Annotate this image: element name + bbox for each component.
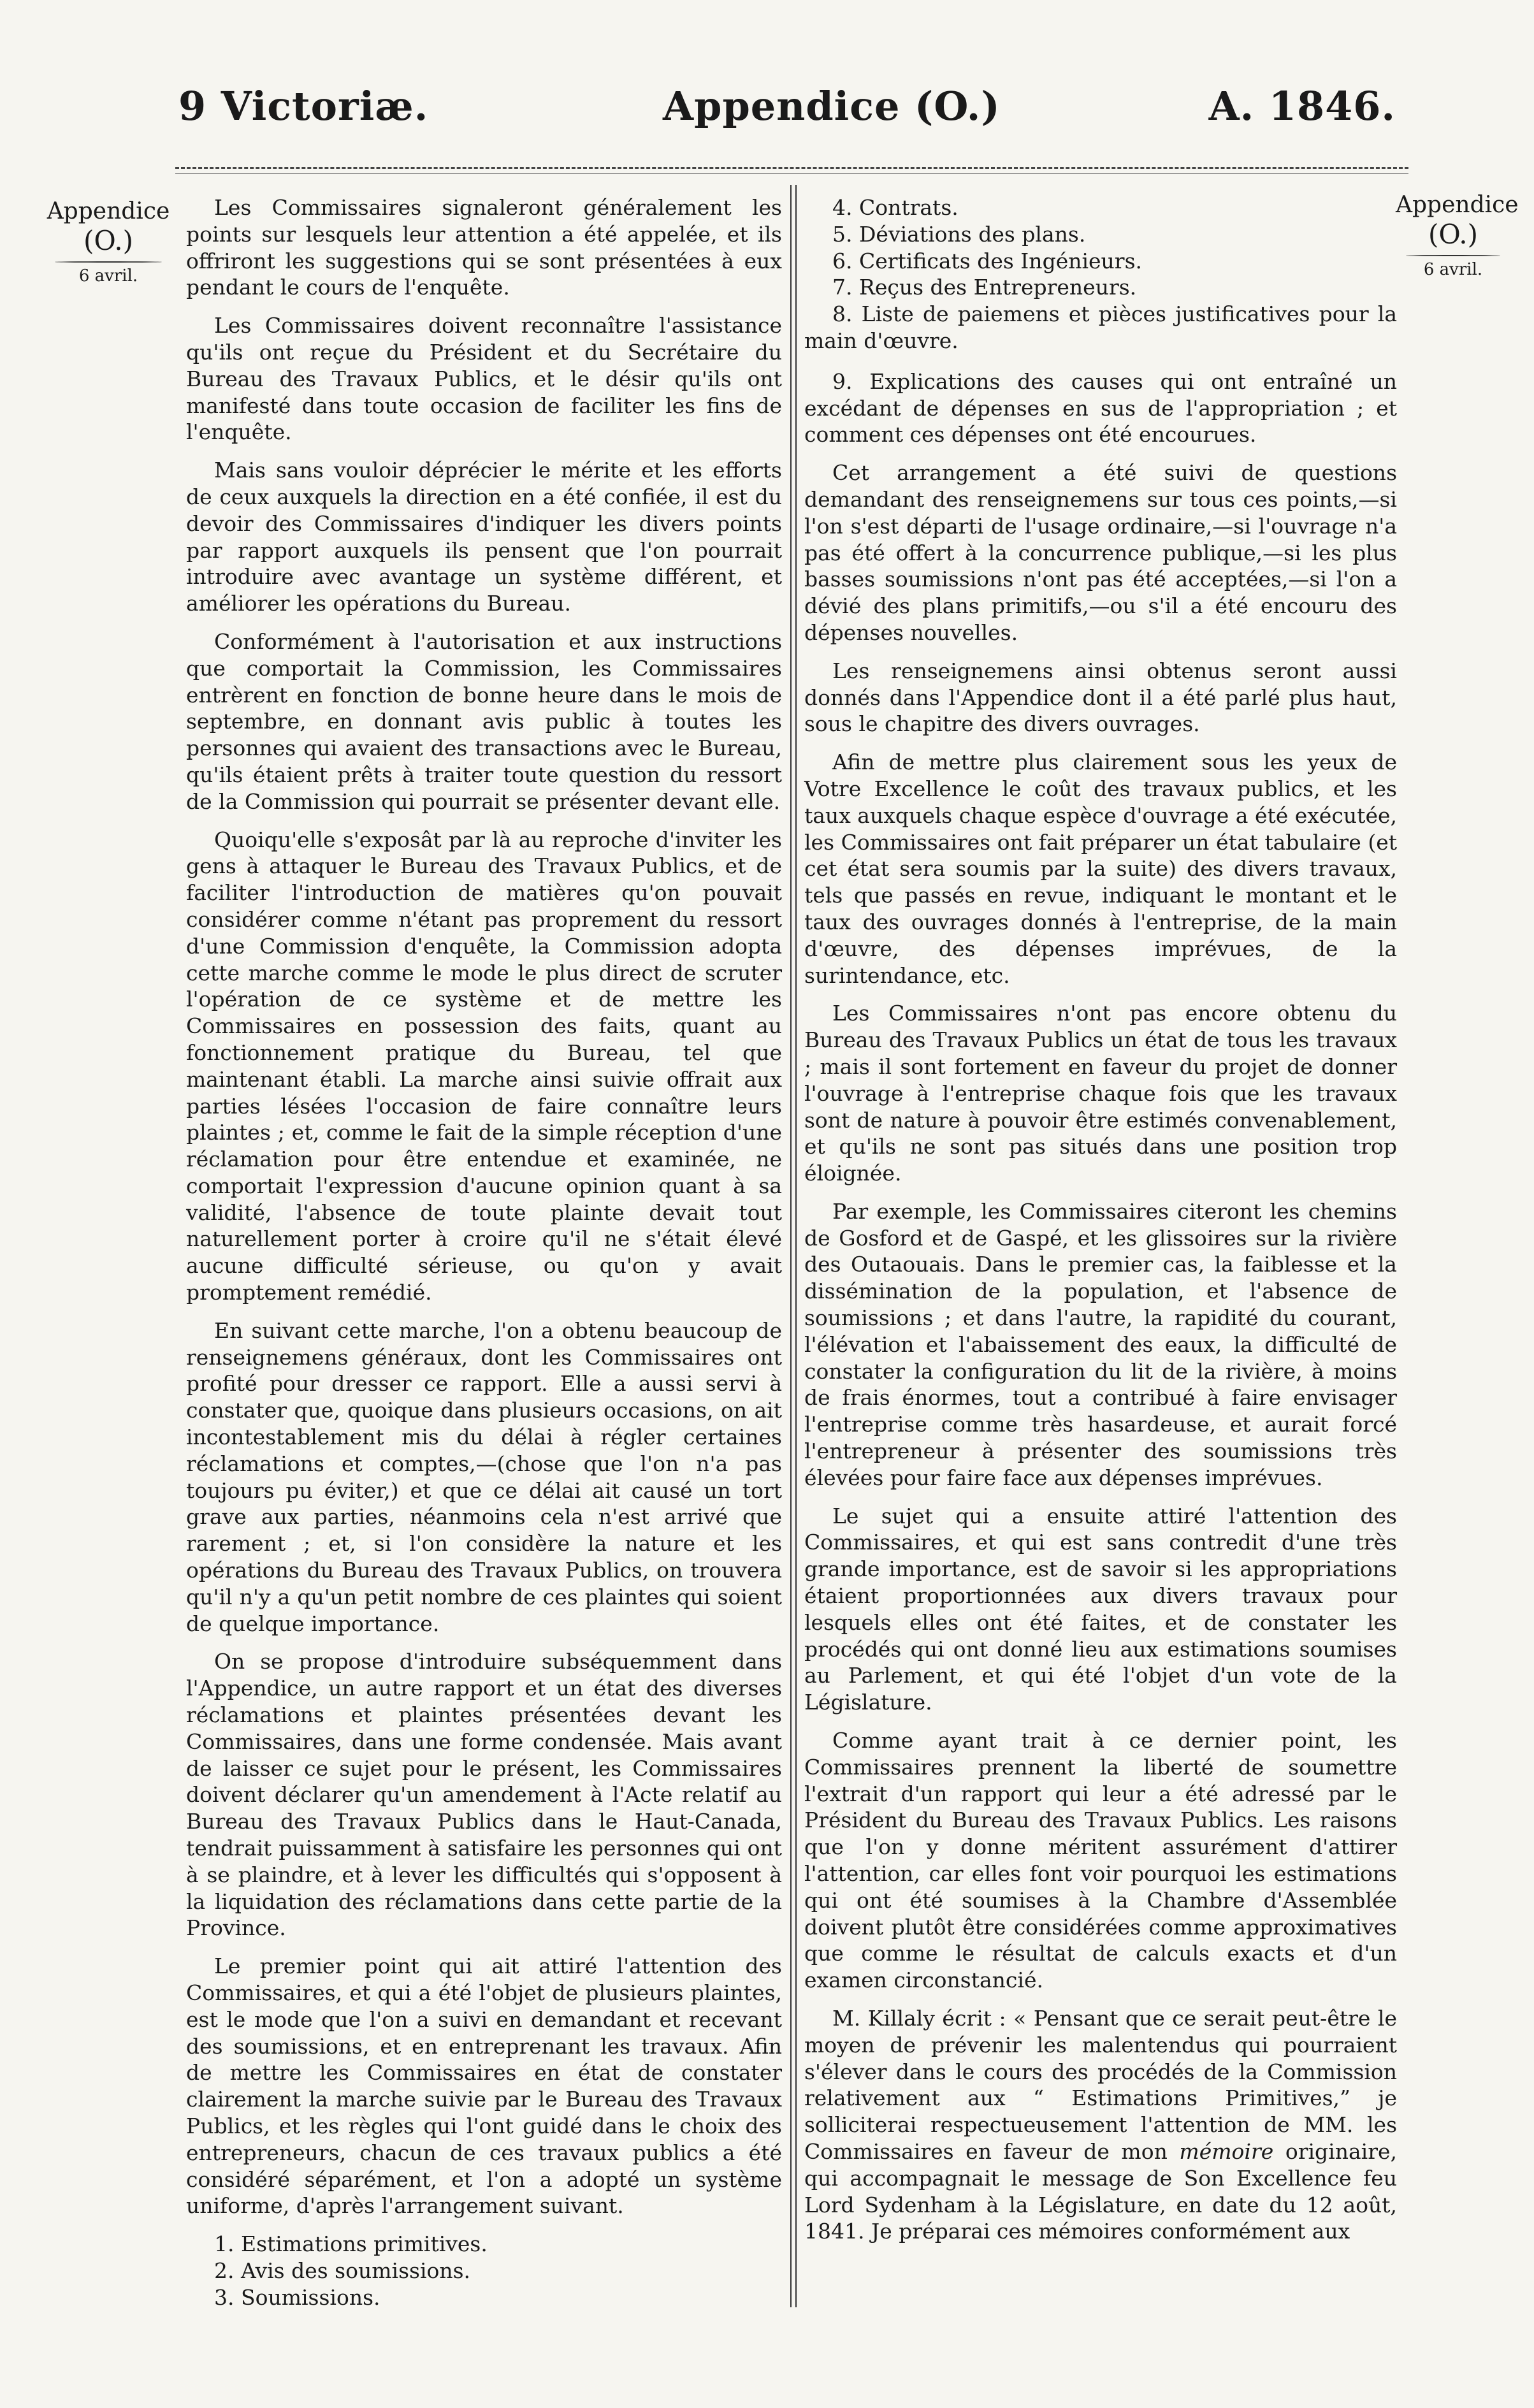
margin-note-rule [1406,255,1500,256]
quote-text-end: originaire, qui accompagnait le message de Son Excellence feu Lord Sydenham à la Législature, en date du 12 août, 1841. Je préparai ces mémoires conformément aux [804,2138,1397,2244]
paragraph: Les Commissaires doivent reconnaître l'assistance qu'ils ont reçue du Président et du Secrétaire du Bureau des Travaux Publics, et le désir qu'ils ont manifesté dans toute occasion de faciliter les fins de l'enquête. [186,313,782,445]
margin-note-date: 6 avril. [78,266,138,286]
paragraph: En suivant cette marche, l'on a obtenu beaucoup de renseignemens généraux, dont les Commissaires ont profité pour dresser ce rapport. Elle a aussi servi à constater que, quoique dans plusieurs occasions, on ait incontestablement mis du délai à régler certaines réclamations et comptes,—(chose que l'on n'a pas toujours pu éviter,) et que ce délai ait causé un tort grave aux parties, néanmoins cela n'est arrivé que rarement ; et, si l'on considère la nature et les opérations du Bureau des Travaux Publics, on trouvera qu'il n'y a qu'un petit nombre de ces plaintes qui soient de quelque importance. [186,1317,782,1636]
list-item: 2. Avis des soumissions. [214,2258,471,2283]
margin-note-left [45,198,172,286]
column-divider [790,185,797,2307]
list-item: 6. Certificats des Ingénieurs. [832,248,1143,273]
paragraph: Les renseignemens ainsi obtenus seront aussi donnés dans l'Appendice dont il a été parlé plus haut, sous le chapitre des divers ouvrages. [804,658,1397,737]
paragraph: Conformément à l'autorisation et aux instructions que comportait la Commission, les Commissaires entrèrent en fonction de bonne heure dans le mois de septembre, en donnant avis public à toutes les personnes qui avaient des transactions avec le Bureau, qu'ils étaient prêts à traiter toute question du ressort de la Commission qui pourrait se présenter devant elle. [186,628,782,814]
left-column [186,194,782,2311]
paragraph: Par exemple, les Commissaires citeront les chemins de Gosford et de Gaspé, et les glissoires sur la rivière des Outaouais. Dans le premier cas, la faiblesse et la dissémination de la population, et l'absence de soumissions ; et dans l'autre, la rapidité du courant, l'élévation et l'abaissement des eaux, la difficulté de constater la configuration du lit de la rivière, à moins de frais énormes, tout a contribué à faire envisager l'entreprise comme très hasardeuse, et aurait forcé l'entrepreneur à présenter des soumissions très élevées pour faire face aux dépenses imprévues. [804,1198,1397,1490]
paragraph: Cet arrangement a été suivi de questions demandant des renseignemens sur tous ces points,—si l'on s'est départi de l'usage ordinaire,—si l'ouvrage n'a pas été offert à la concurrence publique,—si les plus basses soumissions n'ont pas été acceptées,—si l'on a dévié des plans primitifs,—ou s'il a été encouru des dépenses nouvelles. [804,460,1397,645]
list-item: 8. Liste de paiemens et pièces justificatives pour la main d'œuvre. [804,301,1397,353]
margin-note-right [1396,191,1519,280]
paragraph: Mais sans vouloir déprécier le mérite et les efforts de ceux auxquels la direction en a été confiée, il est du devoir des Commissaires d'indiquer les divers points par rapport auxquels ils pensent que l'on pourrait introduire avec avantage un système différent, et améliorer les opérations du Bureau. [186,458,782,616]
paragraph: 9. Explications des causes qui ont entraîné un excédant de dépenses en sus de l'appropriation ; et comment ces dépenses ont été encourues. [804,368,1397,447]
paragraph: Comme ayant trait à ce dernier point, les Commissaires prennent la liberté de soumettre l'extrait d'un rapport qui leur a été adressé par le Président du Bureau des Travaux Publics. Les raisons que l'on y donne méritent assurément d'attirer l'attention, car elles font voir pourquoi les estimations qui ont été soumises à la Chambre d'Assemblée doivent plutôt être considérées comme approximatives que comme le résultat de calculs exacts et d'un examen circonstancié. [804,1728,1397,1993]
margin-note-rule [55,261,162,263]
paragraph: Le premier point qui ait attiré l'attention des Commissaires, et qui a été l'objet de plusieurs plaintes, est le mode que l'on a suivi en demandant et recevant des soumissions, et en entreprenant les travaux. Afin de mettre les Commissaires en état de constater clairement la marche suivie par le Bureau des Travaux Publics, et les règles qui l'ont guidé dans le choix des entrepreneurs, chacun de ces travaux publics a été considéré séparément, et l'on a adopté un système uniforme, d'après l'arrangement suivant. [186,1954,782,2219]
header-rule-thin [175,173,1408,174]
header-rule [175,167,1408,169]
paragraph: Les Commissaires signaleront généralement les points sur lesquels leur attention a été appelée, et ils offriront les suggestions qui se sont présentées à eux pendant le cours de l'enquête. [186,195,782,300]
list-item: 7. Reçus des Entrepreneurs. [832,275,1137,300]
margin-note-letter: (O.) [83,225,134,257]
year-label: A. 1846. [1208,83,1396,129]
list-item: 5. Déviations des plans. [832,221,1086,247]
list-item: 4. Contrats. [832,195,959,220]
right-column [804,194,1397,2256]
paragraph: Les Commissaires n'ont pas encore obtenu du Bureau des Travaux Publics un état de tous les travaux ; mais il sont fortement en faveur du projet de donner l'ouvrage à l'entreprise chaque fois que les travaux sont de nature à pouvoir être estimés convenablement, et qu'ils ne sont pas situés dans une position trop éloignée. [804,1001,1397,1186]
paragraph: Quoiqu'elle s'exposât par là au reproche d'inviter les gens à attaquer le Bureau des Travaux Publics, et de faciliter l'introduction de matières qu'on pouvait considérer comme n'étant pas proprement du ressort d'une Commission d'enquête, la Commission adopta cette marche comme le mode le plus direct de scruter l'opération de ce système et de mettre les Commissaires en possession des faits, quant au fonctionnement pratique du Bureau, tel que maintenant établi. La marche ainsi suivie offrait aux parties lésées l'occasion de faire connaître leurs plaintes ; et, comme le fait de la simple réception d'une réclamation pour être entendue et examinée, ne comportait l'expression d'aucune opinion quant à sa validité, l'absence de toute plainte devait tout naturellement porter à croire qu'il ne s'était élevé aucune difficulté sérieuse, ou qu'on y avait promptement remédié. [186,827,782,1305]
margin-note-label: Appendice [47,198,170,224]
emphasized-word: mémoire [1179,2138,1274,2164]
paragraph: Le sujet qui a ensuite attiré l'attention des Commissaires, et qui est sans contredit d'une très grande importance, est de savoir si les appropriations étaient proportionnées aux divers travaux pour lesquels elles ont été faites, et de constater les procédés qui ont donné lieu aux estimations soumises au Parlement, et qui été l'objet d'un vote de la Législature. [804,1503,1397,1715]
margin-note-date: 6 avril. [1423,259,1483,279]
list-item: 3. Soumissions. [214,2284,380,2310]
session-label: 9 Victoriæ. [178,83,429,129]
quote-text-start: M. Killaly écrit : « Pensant que ce serait peut-être le moyen de prévenir les malentendus qui pourraient s'élever dans le cours des procédés de la Commission relativement aux “ Estimations Primitives,” je solliciterai respectueusement l'attention de MM. les Commissaires en faveur de mon [804,2006,1397,2164]
paragraph-killaly-quote [804,2005,1397,2245]
running-head [172,83,1402,140]
paragraph: Afin de mettre plus clairement sous les yeux de Votre Excellence le coût des travaux publics, et les taux auxquels chaque espèce d'ouvrage a été exécutée, les Commissaires ont fait préparer un état tabulaire (et cet état sera soumis par la suite) des divers travaux, tels que passés en revue, indiquant le montant et le taux des ouvrages donnés à l'entreprise, de la main d'œuvre, des dépenses imprévues, de la surintendance, etc. [804,750,1397,988]
margin-note-letter: (O.) [1428,219,1479,250]
appendix-title: Appendice (O.) [663,83,1001,129]
margin-note-label: Appendice [1396,192,1519,218]
paragraph: On se propose d'introduire subséquemment dans l'Appendice, un autre rapport et un état des diverses réclamations et plaintes présentées devant les Commissaires, dans une forme condensée. Mais avant de laisser ce sujet pour le présent, les Commissaires doivent déclarer qu'un amendement à l'Acte relatif au Bureau des Travaux Publics dans le Haut-Canada, tendrait puissamment à satisfaire les personnes qui ont à se plaindre, et à lever les difficultés qui s'opposent à la liquidation des réclamations dans cette partie de la Province. [186,1649,782,1941]
list-item: 1. Estimations primitives. [214,2231,488,2257]
